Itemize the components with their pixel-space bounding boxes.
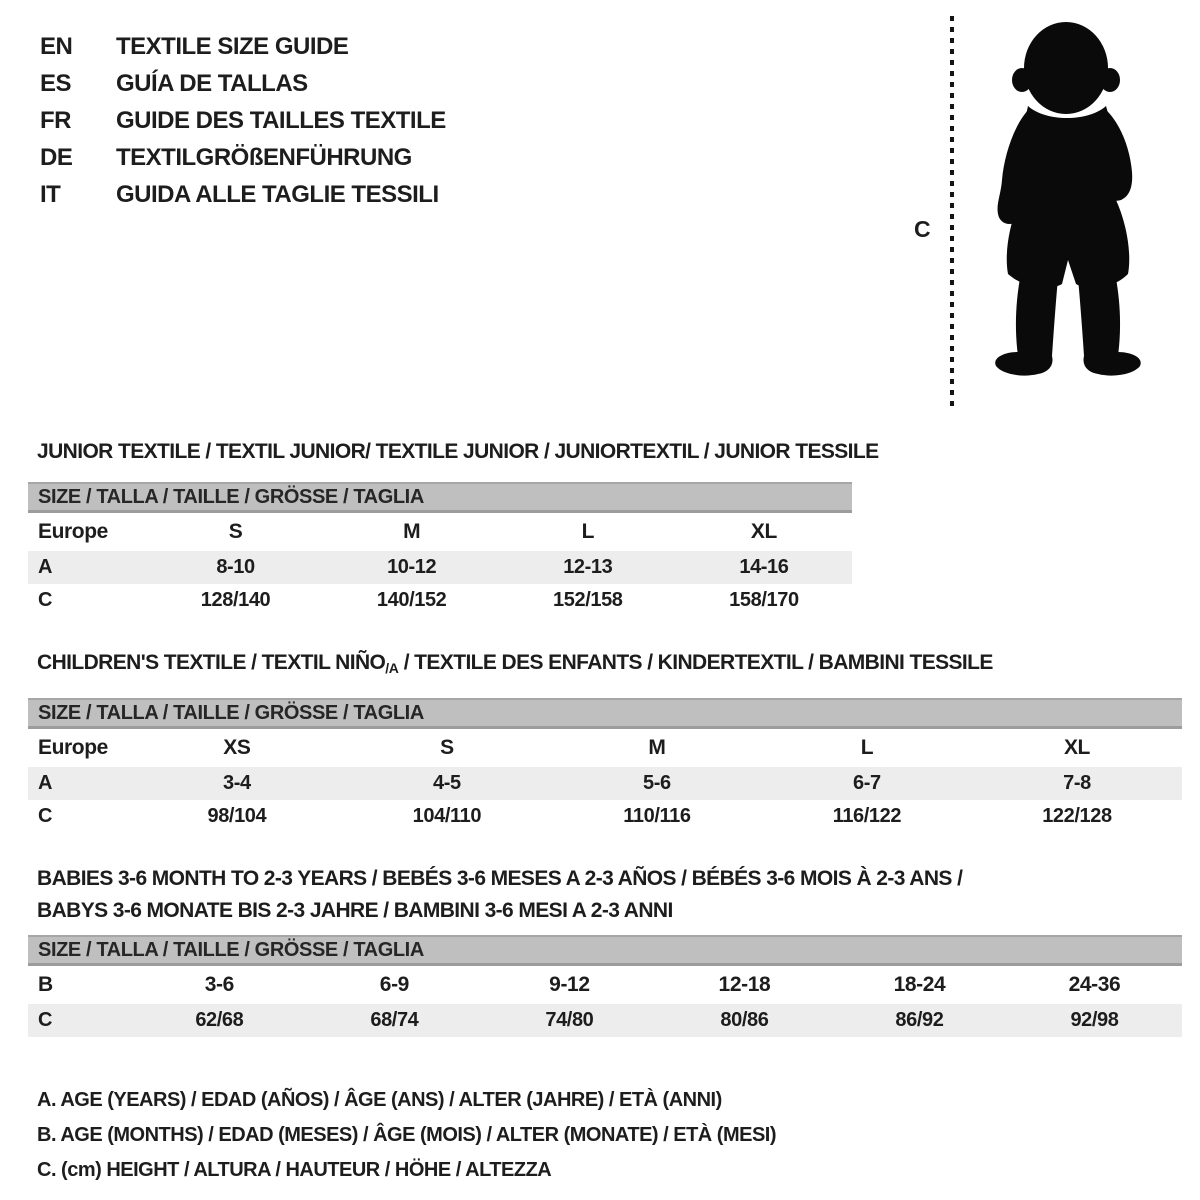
table-cell: 110/116 [623, 805, 691, 827]
table-cell: 6-9 [379, 973, 409, 996]
row-label: Europe [38, 520, 108, 543]
section-children-titles [37, 647, 1182, 684]
title-text: BABYS 3-6 MONATE BIS 2-3 JAHRE / BAMBINI 3-6 MESI A 2-3 ANNI [37, 899, 673, 922]
section-children-title [37, 647, 1182, 684]
height-measure-label: C [914, 216, 931, 242]
legend-line-b: B. AGE (MONTHS) / EDAD (MESES) / ÂGE (MOIS) / ALTER (MONATE) / ETÀ (MESI) [37, 1124, 777, 1146]
table-cell: 18-24 [893, 973, 946, 996]
table-cell: 12-18 [718, 973, 771, 996]
guide-title-de: TEXTILGRÖßENFÜHRUNG [116, 144, 412, 171]
table-cell: 80/86 [657, 1004, 832, 1037]
table-cell: L [860, 736, 874, 759]
table-cell: 9-12 [549, 973, 590, 996]
legend-line-a: A. AGE (YEARS) / EDAD (AÑOS) / ÂGE (ANS) / ALTER (JAHRE) / ETÀ (ANNI) [37, 1089, 722, 1111]
table-row-c [28, 800, 1182, 833]
size-header-band: SIZE / TALLA / TAILLE / GRÖSSE / TAGLIA [28, 936, 1182, 965]
title-text: JUNIOR TEXTILE / TEXTIL JUNIOR/ TEXTILE JUNIOR / JUNIORTEXTIL / JUNIOR TESSILE [37, 440, 879, 463]
section-junior-title [37, 436, 1182, 468]
section-babies-titles [37, 863, 1182, 927]
table-row-c [28, 584, 852, 617]
table-cell: 14-16 [676, 551, 852, 584]
header-row [28, 936, 1182, 965]
table-cell: 92/98 [1007, 1004, 1182, 1037]
language-row [40, 144, 446, 181]
table-cell: 4-5 [342, 767, 552, 800]
header-row [28, 483, 852, 512]
table-cell: 86/92 [832, 1004, 1007, 1037]
language-row [40, 70, 446, 107]
section-junior-titles [37, 436, 1182, 468]
size-header-band: SIZE / TALLA / TAILLE / GRÖSSE / TAGLIA [28, 699, 1182, 728]
language-row [40, 181, 446, 218]
table-cell: 6-7 [762, 767, 972, 800]
sections-container [28, 436, 1182, 1188]
table-cell: 62/68 [132, 1004, 307, 1037]
table-cell: 74/80 [482, 1004, 657, 1037]
table-row-europe [28, 728, 1182, 768]
language-row [40, 33, 446, 70]
language-code: ES [40, 70, 72, 97]
row-label: A [28, 551, 147, 584]
table-cell: 12-13 [500, 551, 676, 584]
title-text: BABIES 3-6 MONTH TO 2-3 YEARS / BEBÉS 3-6 MESES A 2-3 AÑOS / BÉBÉS 3-6 MOIS À 2-3 ANS / [37, 867, 963, 890]
language-code: EN [40, 33, 73, 60]
size-table-babies [28, 935, 1182, 1037]
table-body [28, 965, 1182, 1038]
table-cell: XS [223, 736, 251, 759]
table-row-europe [28, 512, 852, 552]
row-label: C [28, 1004, 132, 1037]
table-row-a [28, 767, 1182, 800]
language-row [40, 107, 446, 144]
table-cell: 3-4 [132, 767, 342, 800]
row-label: B [38, 973, 53, 996]
guide-title-fr: GUIDE DES TAILLES TEXTILE [116, 107, 446, 134]
table-head [28, 936, 1182, 965]
table-cell: 3-6 [204, 973, 234, 996]
table-cell: XL [750, 520, 777, 543]
title-text: CHILDREN'S TEXTILE / TEXTIL NIÑO [37, 651, 386, 674]
table-cell: M [648, 736, 666, 759]
table-cell: L [581, 520, 594, 543]
table-cell: 68/74 [307, 1004, 482, 1037]
row-label: A [28, 767, 132, 800]
baby-figure-area [900, 8, 1192, 422]
table-cell: 24-36 [1068, 973, 1121, 996]
language-code: FR [40, 107, 71, 134]
table-cell: 7-8 [972, 767, 1182, 800]
table-cell: 140/152 [376, 589, 447, 611]
table-cell: 10-12 [324, 551, 500, 584]
title-subscript: /A [385, 660, 399, 676]
language-title-block [40, 33, 446, 218]
baby-silhouette-icon [964, 8, 1188, 416]
table-cell: 116/122 [832, 805, 902, 827]
table-cell: S [228, 520, 243, 543]
table-cell: M [403, 520, 421, 543]
table-cell: 5-6 [552, 767, 762, 800]
row-label: C [38, 589, 53, 611]
language-code: IT [40, 181, 61, 208]
guide-title-it: GUIDA ALLE TAGLIE TESSILI [116, 181, 439, 208]
table-cell: 8-10 [147, 551, 323, 584]
table-cell: XL [1063, 736, 1090, 759]
size-table-junior [28, 482, 852, 617]
row-label: C [38, 805, 53, 827]
table-cell: 128/140 [200, 589, 271, 611]
guide-title-es: GUÍA DE TALLAS [116, 70, 308, 97]
table-row-a [28, 551, 852, 584]
section-babies [28, 863, 1182, 1037]
section-children [28, 647, 1182, 833]
table-row-b [28, 965, 1182, 1005]
table-cell: 104/110 [412, 805, 482, 827]
legend-block [37, 1083, 1182, 1188]
size-table-children [28, 698, 1182, 833]
table-cell: 98/104 [207, 805, 267, 827]
table-head [28, 699, 1182, 728]
legend-line-c: C. (cm) HEIGHT / ALTURA / HAUTEUR / HÖHE / ALTEZZA [37, 1159, 552, 1181]
table-body [28, 728, 1182, 834]
title-text: / TEXTILE DES ENFANTS / KINDERTEXTIL / BAMBINI TESSILE [398, 651, 993, 674]
row-label: Europe [38, 736, 108, 759]
language-code: DE [40, 144, 73, 171]
section-junior [28, 436, 1182, 617]
section-babies-title [37, 895, 1182, 927]
table-cell: 158/170 [729, 589, 799, 611]
guide-title-en: TEXTILE SIZE GUIDE [116, 33, 349, 60]
table-head [28, 483, 852, 512]
header-row [28, 699, 1182, 728]
height-measure-dashed-line [950, 16, 954, 412]
table-body [28, 512, 852, 618]
table-cell: S [440, 736, 454, 759]
table-cell: 122/128 [1042, 805, 1112, 827]
table-cell: 152/158 [553, 589, 623, 611]
table-row-c [28, 1004, 1182, 1037]
section-babies-title [37, 863, 1182, 895]
size-header-band: SIZE / TALLA / TAILLE / GRÖSSE / TAGLIA [28, 483, 852, 512]
